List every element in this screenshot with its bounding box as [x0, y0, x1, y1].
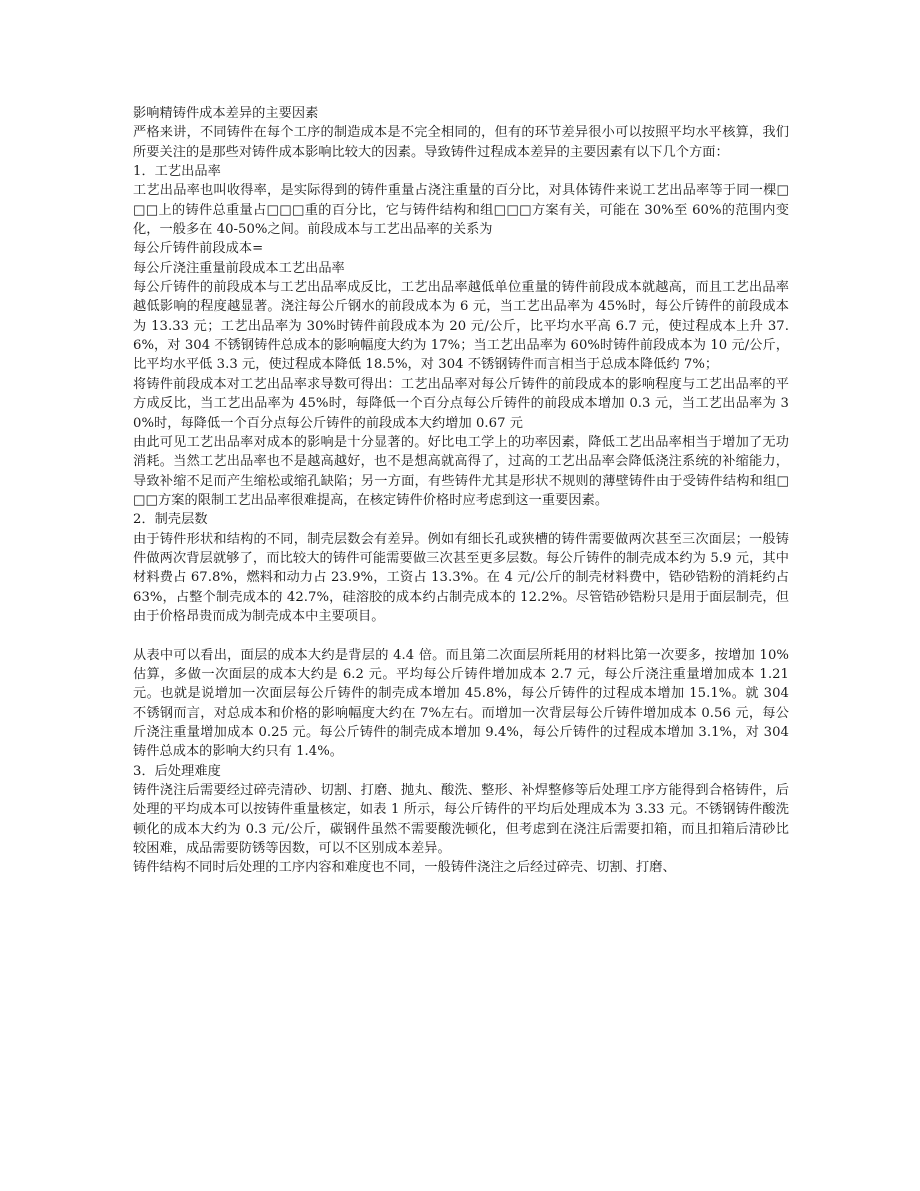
section-heading-1: 1．工艺出品率: [133, 164, 221, 180]
paragraph-spacer: [133, 626, 789, 645]
section-heading-3: 3．后处理难度: [133, 763, 221, 779]
paragraph-section3-2: 铸件结构不同时后处理的工序内容和难度也不同，一般铸件浇注之后经过碎壳、切割、打磨、: [133, 860, 676, 876]
paragraph-section1-1: 工艺出品率也叫收得率，是实际得到的铸件重量占浇注重量的百分比，对具体铸件来说工艺出品率等于同一棵□□□上的铸件总重量占□□□重的百分比，它与铸件结构和组□□□方案有关，可能在 30%至 60%的范围内变化，一般多在 40-50%之间。前段成本与工艺出品率的关系为: [133, 183, 789, 238]
paragraph-section2-1: 由于铸件形状和结构的不同，制壳层数会有差异。例如有细长孔或狭槽的铸件需要做两次甚至三次面层；一般铸件做两次背层就够了，而比较大的铸件可能需要做三次甚至更多层数。每公斤铸件的制壳成本约为 5.9 元，其中材料费占 67.8%，燃料和动力占 23.9%，工资占 13.3%。在 4 元/公斤的制壳材料费中，锆砂锆粉的消耗约占 63%，占整个制壳成本的 42.7%，硅溶胶的成本约占制壳成本的 12.2%。尽管锆砂锆粉只是用于面层制壳，但由于价格昂贵而成为制壳成本中主要项目。: [133, 531, 789, 624]
formula-line-1: 每公斤铸件前段成本=: [133, 241, 264, 257]
paragraph-intro: 严格来讲，不同铸件在每个工序的制造成本是不完全相同的，但有的环节差异很小可以按照平均水平核算，我们所要关注的是那些对铸件成本影响比较大的因素。导致铸件过程成本差异的主要因素有以下几个方面：: [133, 125, 789, 160]
paragraph-section3-1: 铸件浇注后需要经过碎壳清砂、切割、打磨、抛丸、酸洗、整形、补焊整修等后处理工序方能得到合格铸件，后处理的平均成本可以按铸件重量核定，如表 1 所示，每公斤铸件的平均后处理成本为 3.33 元。不锈钢铸件酸洗顿化的成本大约为 0.3 元/公斤，碳钢件虽然不需要酸洗顿化，但考虑到在浇注后需要扣箱，而且扣箱后清砂比较困难，成品需要防锈等因数，可以不区别成本差异。: [133, 783, 789, 857]
document-text-body: [133, 104, 789, 878]
section-heading-2: 2．制壳层数: [133, 512, 208, 528]
document-title: 影响精铸件成本差异的主要因素: [133, 106, 319, 121]
paragraph-section2-2: 从表中可以看出，面层的成本大约是背层的 4.4 倍。而且第二次面层所耗用的材料比第一次要多，按增加 10%估算，多做一次面层的成本大约是 6.2 元。平均每公斤铸件增加成本 2.7 元，每公斤浇注重量增加成本 1.21 元。也就是说增加一次面层每公斤铸件的制壳成本增加 45.8%，每公斤铸件的过程成本增加 15.1%。就 304 不锈钢而言，对总成本和价格的影响幅度大约在 7%左右。而增加一次背层每公斤铸件增加成本 0.56 元，每公斤浇注重量增加成本 0.25 元。每公斤铸件的制壳成本增加 9.4%，每公斤铸件的过程成本增加 3.1%，对 304 铸件总成本的影响大约只有 1.4%。: [133, 647, 789, 760]
paragraph-section1-4: 由此可见工艺出品率对成本的影响是十分显著的。好比电工学上的功率因素，降低工艺出品率相当于增加了无功消耗。当然工艺出品率也不是越高越好，也不是想高就高得了，过高的工艺出品率会降低浇注系统的补缩能力，导致补缩不足而产生缩松或缩孔缺陷；另一方面，有些铸件尤其是形状不规则的薄壁铸件由于受铸件结构和组□□□方案的限制工艺出品率很难提高，在核定铸件价格时应考虑到这一重要因素。: [133, 434, 789, 508]
paragraph-section1-2: 每公斤铸件的前段成本与工艺出品率成反比，工艺出品率越低单位重量的铸件前段成本就越高，而且工艺出品率越低影响的程度越显著。浇注每公斤钢水的前段成本为 6 元，当工艺出品率为 45%时，每公斤铸件的前段成本为 13.33 元；工艺出品率为 30%时铸件前段成本为 20 元/公斤，比平均水平高 6.7 元，使过程成本上升 37.6%，对 304 不锈钢铸件总成本的影响幅度大约为 17%；当工艺出品率为 60%时铸件前段成本为 10 元/公斤，比平均水平低 3.3 元，使过程成本降低 18.5%，对 304 不锈钢铸件而言相当于总成本降低约 7%；: [133, 280, 789, 373]
formula-line-2: 每公斤浇注重量前段成本工艺出品率: [133, 260, 345, 276]
paragraph-section1-3: 将铸件前段成本对工艺出品率求导数可得出：工艺出品率对每公斤铸件的前段成本的影响程度与工艺出品率的平方成反比，当工艺出品率为 45%时，每降低一个百分点每公斤铸件的前段成本增加 0.3 元，当工艺出品率为 30%时，每降低一个百分点每公斤铸件的前段成本大约增加 0.67 元: [133, 376, 789, 431]
